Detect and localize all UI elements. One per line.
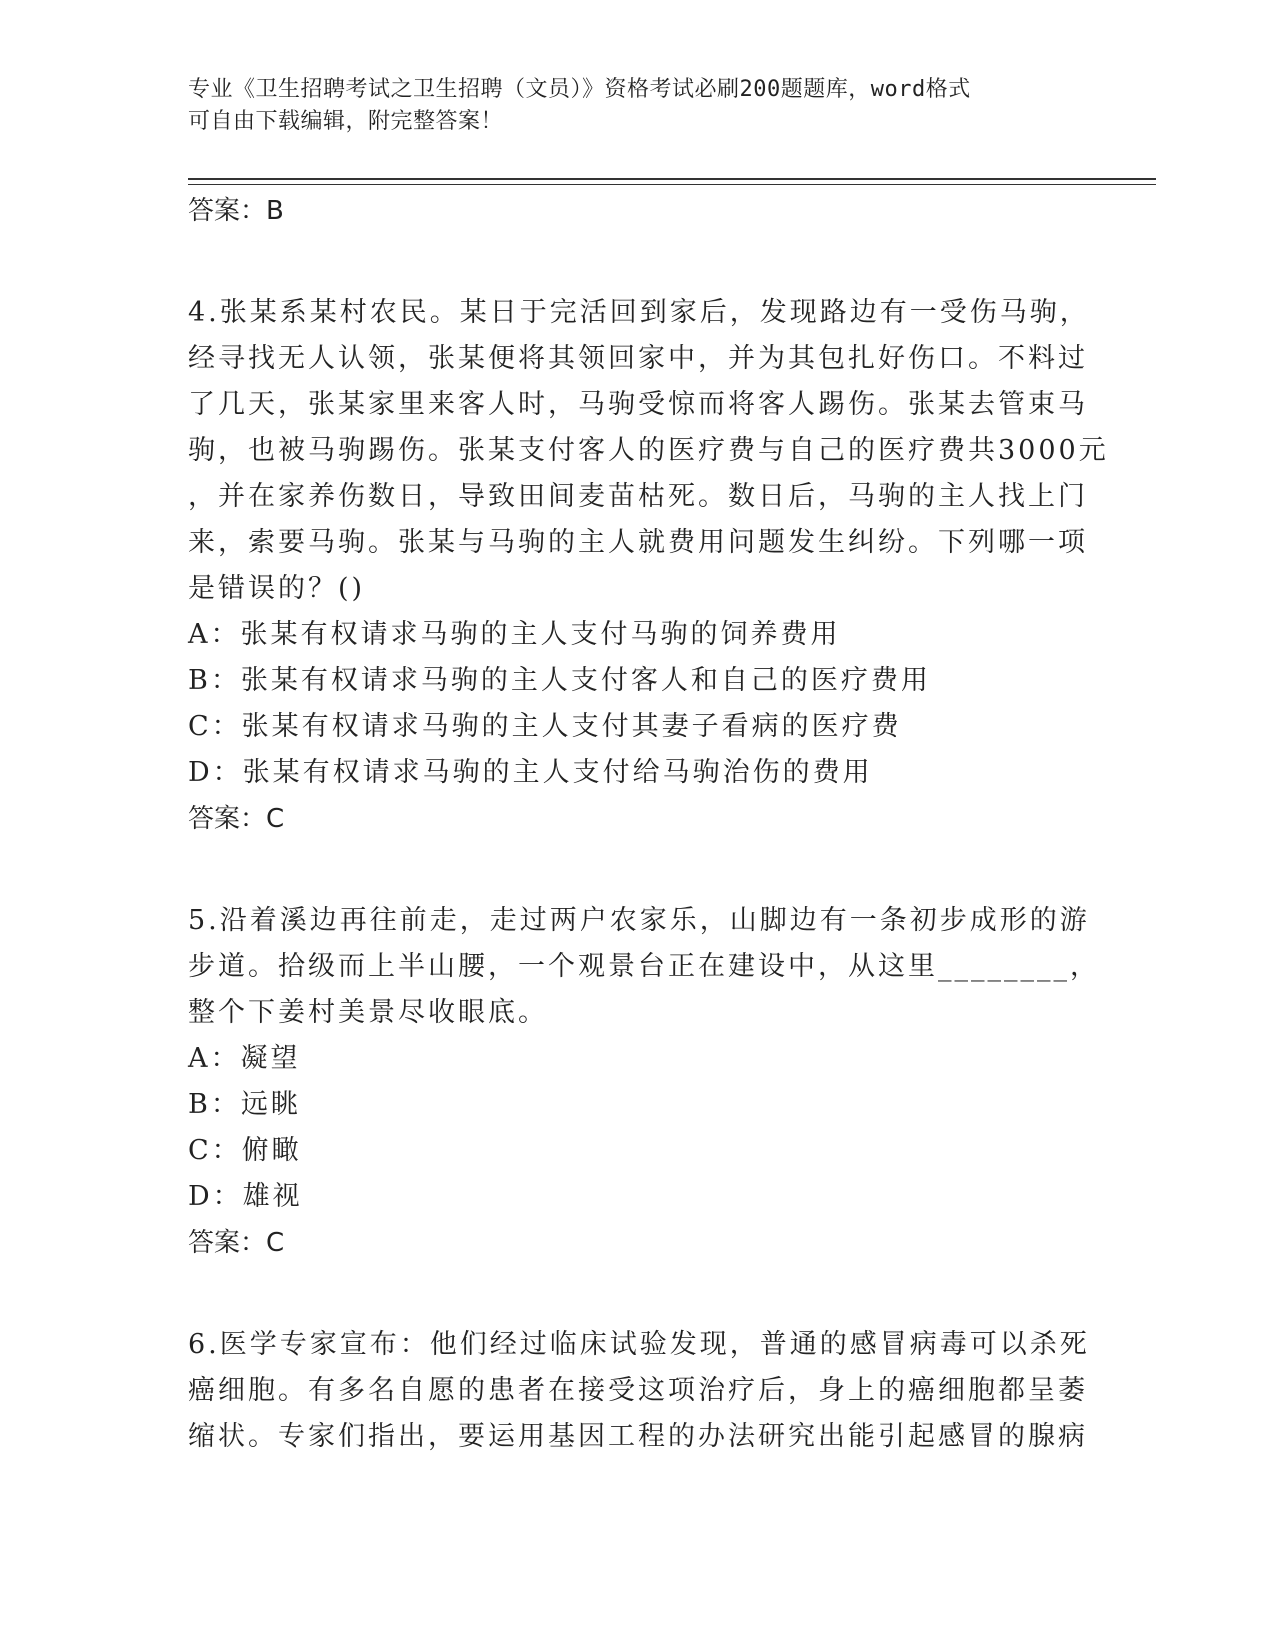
question-6-line: 6.医学专家宣布：他们经过临床试验发现，普通的感冒病毒可以杀死 <box>188 1329 1090 1360</box>
question-5-option-b: B：远眺 <box>188 1089 301 1120</box>
header-line-2: 可自由下载编辑，附完整答案！ <box>188 109 504 134</box>
question-6-line: 癌细胞。有多名自愿的患者在接受这项治疗后，身上的癌细胞都呈萎 <box>188 1375 1088 1406</box>
question-5 <box>188 898 1100 1266</box>
question-5-option-c: C：俯瞰 <box>188 1135 302 1166</box>
question-5-line: 步道。拾级而上半山腰，一个观景台正在建设中，从这里________， <box>188 951 1100 982</box>
header-line-1: 专业《卫生招聘考试之卫生招聘（文员）》资格考试必刷200题题库，word格式 <box>188 77 971 102</box>
question-5-option-a: A：凝望 <box>188 1043 301 1074</box>
question-6 <box>188 1322 1088 1460</box>
question-4-option-d: D：张某有权请求马驹的主人支付给马驹治伤的费用 <box>188 757 873 788</box>
question-5-line: 5.沿着溪边再往前走，走过两户农家乐，山脚边有一条初步成形的游 <box>188 905 1090 936</box>
question-4-option-c: C：张某有权请求马驹的主人支付其妻子看病的医疗费 <box>188 711 902 742</box>
question-6-line: 缩状。专家们指出，要运用基因工程的办法研究出能引起感冒的腺病 <box>188 1421 1088 1452</box>
question-5-option-d: D：雄视 <box>188 1181 303 1212</box>
page-header <box>188 74 1088 138</box>
question-4-line: 驹，也被马驹踢伤。张某支付客人的医疗费与自己的医疗费共3000元 <box>188 435 1109 466</box>
question-4-option-b: B：张某有权请求马驹的主人支付客人和自己的医疗费用 <box>188 665 931 696</box>
spacer <box>188 1266 1088 1322</box>
question-4-line: 了几天，张某家里来客人时，马驹受惊而将客人踢伤。张某去管束马 <box>188 389 1088 420</box>
question-4 <box>188 290 1109 842</box>
question-4-line: 来，索要马驹。张某与马驹的主人就费用问题发生纠纷。下列哪一项 <box>188 527 1088 558</box>
spacer <box>188 234 1088 290</box>
spacer <box>188 842 1088 898</box>
answer-q4: 答案：C <box>188 804 285 834</box>
document-body <box>188 188 1109 1460</box>
answer-q3: 答案：B <box>188 196 284 226</box>
header-rule-thin <box>188 184 1156 185</box>
answer-q5: 答案：C <box>188 1228 285 1258</box>
header-rule-thick <box>188 178 1156 180</box>
question-4-option-a: A：张某有权请求马驹的主人支付马驹的饲养费用 <box>188 619 841 650</box>
question-4-line: 经寻找无人认领，张某便将其领回家中，并为其包扎好伤口。不料过 <box>188 343 1088 374</box>
question-4-line: ，并在家养伤数日，导致田间麦苗枯死。数日后，马驹的主人找上门 <box>188 481 1088 512</box>
question-4-line: 4.张某系某村农民。某日于完活回到家后，发现路边有一受伤马驹， <box>188 297 1090 328</box>
question-4-line: 是错误的？() <box>188 573 366 604</box>
question-5-line: 整个下姜村美景尽收眼底。 <box>188 997 548 1028</box>
